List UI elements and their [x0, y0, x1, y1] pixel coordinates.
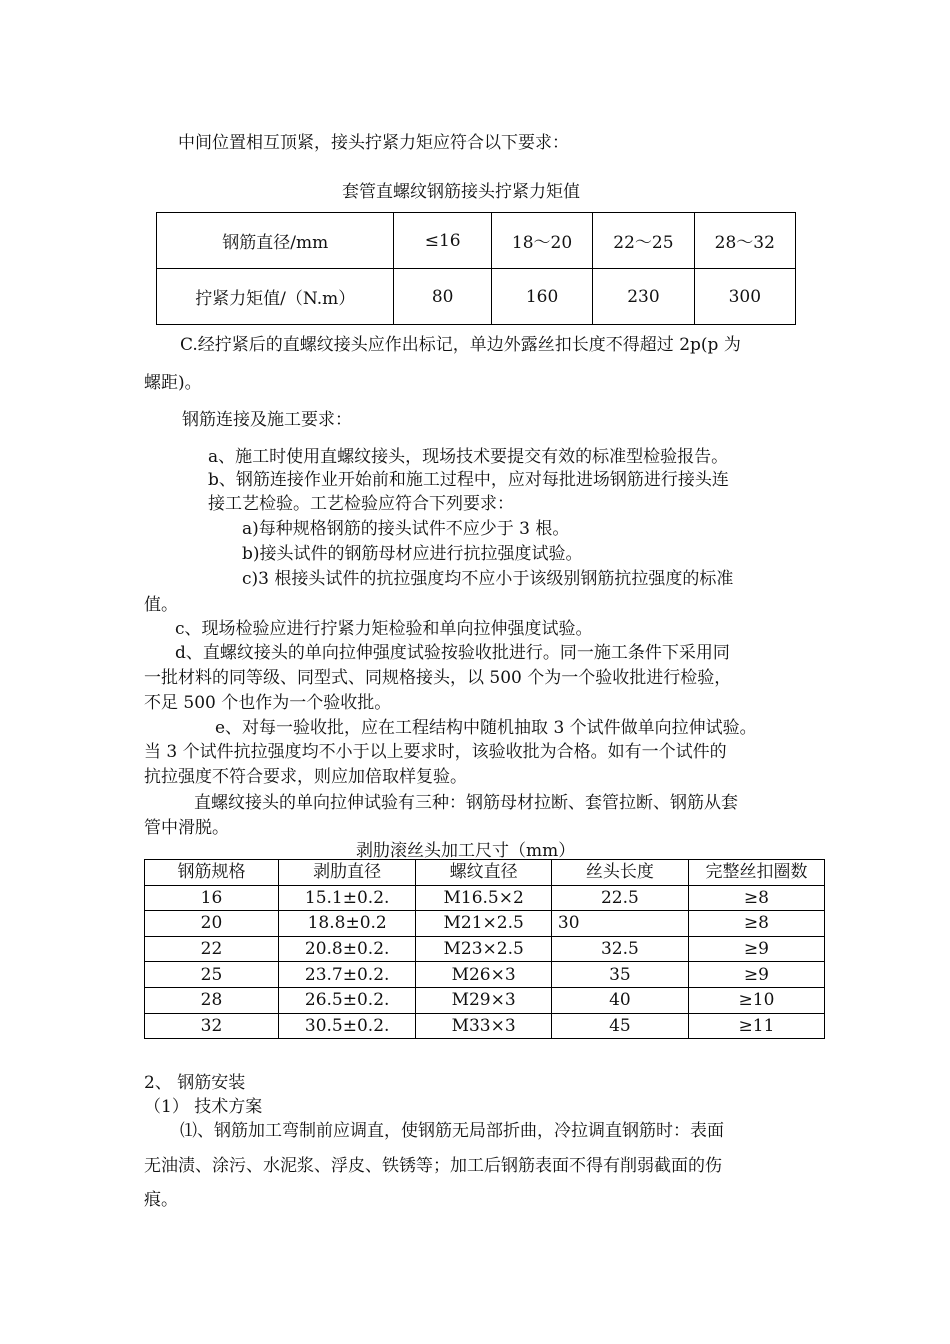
thread-table-caption: 剥肋滚丝头加工尺寸（mm）: [356, 841, 576, 861]
table-header-cell: 剥肋直径: [278, 860, 415, 886]
item-b: b、钢筋连接作业开始前和施工过程中，应对每批进场钢筋进行接头连: [208, 470, 729, 490]
table-cell: 80: [394, 269, 491, 325]
table-cell: 18.8±0.2: [278, 911, 415, 937]
item-c: c、现场检验应进行拧紧力矩检验和单向拉伸强度试验。: [175, 619, 593, 639]
table-cell: ≥8: [688, 911, 824, 937]
table-row: [145, 962, 825, 988]
table-row: [145, 936, 825, 962]
technical-paragraph-cont2: 痕。: [144, 1190, 178, 1210]
sub-item-a: a)每种规格钢筋的接头试件不应少于 3 根。: [242, 519, 570, 539]
table-cell: M23×2.5: [416, 936, 551, 962]
item-e-cont: 当 3 个试件抗拉强度均不小于以上要求时，该验收批为合格。如有一个试件的: [144, 742, 727, 762]
table-cell: 20: [145, 911, 279, 937]
table-row: [157, 213, 796, 269]
table-cell: 300: [694, 269, 795, 325]
table-cell: 26.5±0.2.: [278, 987, 415, 1013]
table-header-row: [145, 860, 825, 886]
tensile-paragraph-cont: 管中滑脱。: [144, 818, 229, 838]
technical-paragraph-cont: 无油渍、涂污、水泥浆、浮皮、铁锈等；加工后钢筋表面不得有削弱截面的伤: [144, 1156, 722, 1176]
connection-heading: 钢筋连接及施工要求：: [182, 410, 352, 430]
table-cell: 160: [491, 269, 592, 325]
table-cell: M26×3: [416, 962, 551, 988]
table-cell: ≤16: [394, 213, 491, 269]
table-row: [145, 987, 825, 1013]
table-cell: 20.8±0.2.: [278, 936, 415, 962]
table-cell: ≥9: [688, 962, 824, 988]
paragraph-c: C.经拧紧后的直螺纹接头应作出标记，单边外露丝扣长度不得超过 2p(p 为: [180, 335, 741, 355]
table-cell: M29×3: [416, 987, 551, 1013]
technical-paragraph: ⑴、钢筋加工弯制前应调直，使钢筋无局部折曲，冷拉调直钢筋时：表面: [180, 1121, 724, 1141]
table-cell: 22: [145, 936, 279, 962]
table-cell: 25: [145, 962, 279, 988]
table-cell: 钢筋直径/mm: [157, 213, 394, 269]
table-cell: M16.5×2: [416, 885, 551, 911]
paragraph-c-cont: 螺距)。: [144, 373, 202, 393]
table-row: [157, 269, 796, 325]
table-cell: 32: [145, 1013, 279, 1039]
item-e-cont2: 抗拉强度不符合要求，则应加倍取样复验。: [144, 767, 467, 787]
table-cell: 45: [551, 1013, 688, 1039]
table-cell: 28～32: [694, 213, 795, 269]
table-cell: 16: [145, 885, 279, 911]
table-cell: 23.7±0.2.: [278, 962, 415, 988]
torque-table: [156, 212, 796, 325]
sub-item-c-cont: 值。: [144, 595, 178, 615]
table-header-cell: 完整丝扣圈数: [688, 860, 824, 886]
table-cell: 230: [593, 269, 694, 325]
table-cell: M33×3: [416, 1013, 551, 1039]
table-cell: 18～20: [491, 213, 592, 269]
table-cell: ≥11: [688, 1013, 824, 1039]
intro-line: 中间位置相互顶紧，接头拧紧力矩应符合以下要求：: [178, 133, 569, 153]
table-cell: 拧紧力矩值/（N.m）: [157, 269, 394, 325]
thread-table: [144, 859, 825, 1039]
item-b-cont: 接工艺检验。工艺检验应符合下列要求：: [208, 494, 514, 514]
table-cell: 15.1±0.2.: [278, 885, 415, 911]
table-cell: 22～25: [593, 213, 694, 269]
subsection-1-heading: （1） 技术方案: [144, 1097, 263, 1117]
table-cell: 40: [551, 987, 688, 1013]
table-cell: 30.5±0.2.: [278, 1013, 415, 1039]
torque-table-caption: 套管直螺纹钢筋接头拧紧力矩值: [342, 182, 580, 202]
table-cell: 32.5: [551, 936, 688, 962]
table-row: [145, 1013, 825, 1039]
table-cell: M21×2.5: [416, 911, 551, 937]
table-header-cell: 丝头长度: [551, 860, 688, 886]
table-cell: 30: [551, 911, 688, 937]
sub-item-c: c)3 根接头试件的抗拉强度均不应小于该级别钢筋抗拉强度的标准: [242, 569, 734, 589]
table-row: [145, 885, 825, 911]
sub-item-b: b)接头试件的钢筋母材应进行抗拉强度试验。: [242, 544, 583, 564]
item-d: d、直螺纹接头的单向拉伸强度试验按验收批进行。同一施工条件下采用同: [175, 643, 730, 663]
table-cell: 22.5: [551, 885, 688, 911]
table-header-cell: 螺纹直径: [416, 860, 551, 886]
tensile-paragraph: 直螺纹接头的单向拉伸试验有三种：钢筋母材拉断、套管拉断、钢筋从套: [194, 793, 738, 813]
table-row: [145, 911, 825, 937]
item-d-cont2: 不足 500 个也作为一个验收批。: [144, 693, 392, 713]
table-cell: ≥8: [688, 885, 824, 911]
table-cell: ≥9: [688, 936, 824, 962]
item-a: a、施工时使用直螺纹接头，现场技术要提交有效的标准型检验报告。: [208, 447, 729, 467]
table-cell: ≥10: [688, 987, 824, 1013]
table-cell: 28: [145, 987, 279, 1013]
item-e: e、对每一验收批，应在工程结构中随机抽取 3 个试件做单向拉伸试验。: [215, 718, 757, 738]
table-header-cell: 钢筋规格: [145, 860, 279, 886]
item-d-cont: 一批材料的同等级、同型式、同规格接头，以 500 个为一个验收批进行检验，: [144, 668, 732, 688]
table-cell: 35: [551, 962, 688, 988]
section-2-heading: 2、 钢筋安装: [144, 1073, 246, 1093]
